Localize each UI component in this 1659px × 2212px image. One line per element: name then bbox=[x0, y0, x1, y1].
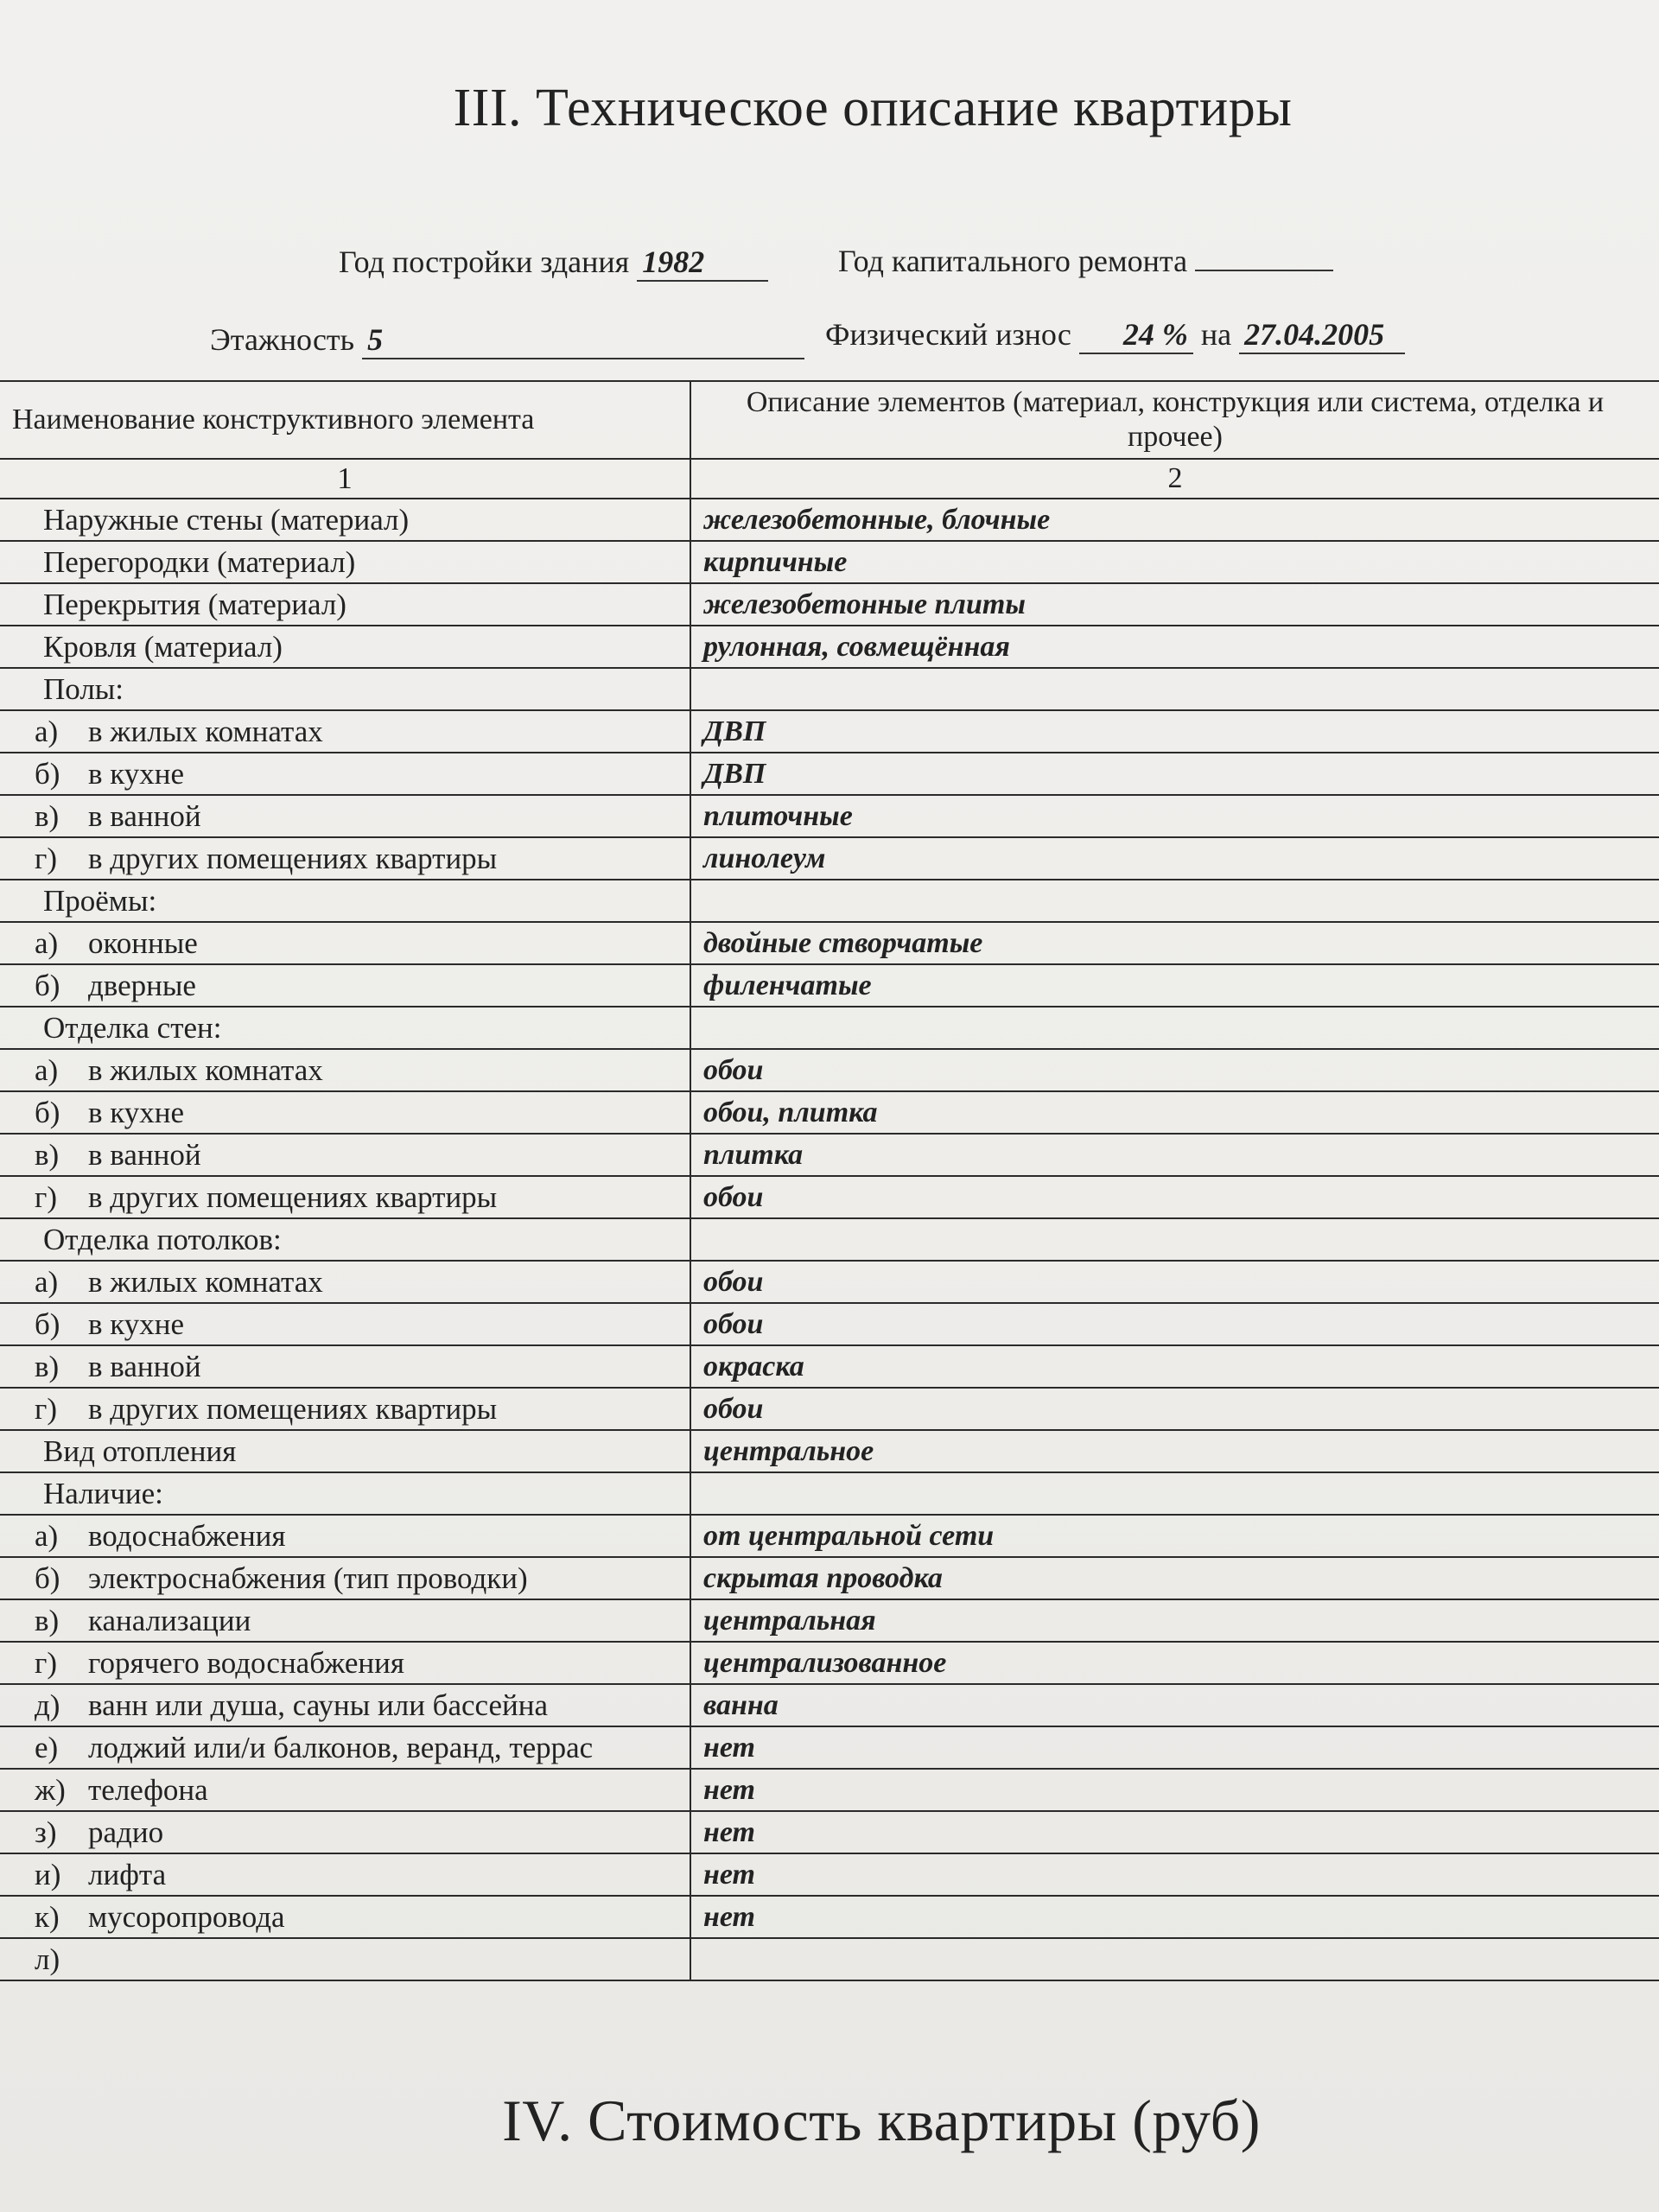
table-row bbox=[0, 1599, 1659, 1642]
element-description-cell: обои bbox=[690, 1261, 1659, 1303]
element-name-cell bbox=[0, 922, 690, 964]
element-name-cell bbox=[0, 668, 690, 710]
item-letter: б) bbox=[35, 756, 60, 791]
table-body bbox=[0, 381, 1659, 1980]
element-name-label: электроснабжения (тип проводки) bbox=[88, 1560, 528, 1595]
table-row bbox=[0, 1515, 1659, 1557]
element-name-cell bbox=[0, 541, 690, 583]
element-name-cell bbox=[0, 964, 690, 1007]
element-name-cell bbox=[0, 795, 690, 837]
element-name-label: Перекрытия (материал) bbox=[43, 587, 346, 621]
element-name-label: в жилых комнатах bbox=[88, 714, 323, 748]
element-description-cell bbox=[690, 880, 1659, 922]
element-description-cell: филенчатые bbox=[690, 964, 1659, 1007]
element-name-cell bbox=[0, 1515, 690, 1557]
element-name-label: в других помещениях квартиры bbox=[88, 1391, 498, 1426]
element-name-label: в жилых комнатах bbox=[88, 1052, 323, 1087]
table-row bbox=[0, 1472, 1659, 1515]
element-description-cell: двойные створчатые bbox=[690, 922, 1659, 964]
element-name-label: водоснабжения bbox=[88, 1518, 286, 1553]
element-name-cell bbox=[0, 1176, 690, 1218]
element-name-label: Отделка стен: bbox=[43, 1010, 222, 1045]
element-description-cell: нет bbox=[690, 1769, 1659, 1811]
element-name-cell bbox=[0, 1642, 690, 1684]
table-row bbox=[0, 1388, 1659, 1430]
element-name-cell bbox=[0, 583, 690, 626]
table-row bbox=[0, 922, 1659, 964]
table-row bbox=[0, 1261, 1659, 1303]
element-name-label: горячего водоснабжения bbox=[88, 1645, 404, 1680]
table-row bbox=[0, 795, 1659, 837]
item-letter: г) bbox=[35, 1645, 58, 1680]
element-name-label: канализации bbox=[88, 1603, 251, 1637]
element-name-cell bbox=[0, 1684, 690, 1726]
element-name-cell bbox=[0, 626, 690, 668]
element-description-cell: железобетонные, блочные bbox=[690, 499, 1659, 541]
item-letter: а) bbox=[35, 1518, 59, 1553]
element-description-cell bbox=[690, 668, 1659, 710]
element-name-label: в ванной bbox=[88, 1137, 201, 1172]
table-row bbox=[0, 1218, 1659, 1261]
element-name-cell bbox=[0, 753, 690, 795]
table-row bbox=[0, 1345, 1659, 1388]
element-name-cell bbox=[0, 1218, 690, 1261]
item-letter: б) bbox=[35, 1560, 60, 1595]
table-row bbox=[0, 1938, 1659, 1980]
element-name-label: Перегородки (материал) bbox=[43, 544, 356, 579]
element-name-label: мусоропровода bbox=[88, 1899, 285, 1934]
element-description-cell bbox=[690, 1472, 1659, 1515]
section-4-title: IV. Стоимость квартиры (руб) bbox=[502, 2088, 1261, 2153]
element-description-cell bbox=[690, 1007, 1659, 1049]
wear-on-label: на bbox=[1200, 317, 1232, 352]
element-name-label: в других помещениях квартиры bbox=[88, 841, 498, 875]
element-description-cell: нет bbox=[690, 1896, 1659, 1938]
repair-year-row bbox=[838, 238, 1333, 279]
table-row bbox=[0, 499, 1659, 541]
element-name-cell bbox=[0, 1599, 690, 1642]
element-name-label: Наличие: bbox=[43, 1476, 163, 1510]
floors-row bbox=[210, 321, 804, 359]
element-name-label: лифта bbox=[88, 1857, 167, 1891]
element-name-cell bbox=[0, 1811, 690, 1853]
table-row bbox=[0, 1134, 1659, 1176]
element-description-cell: обои, плитка bbox=[690, 1091, 1659, 1134]
table-header-row bbox=[0, 381, 1659, 459]
element-name-label: в жилых комнатах bbox=[88, 1264, 323, 1299]
section-3-title: III. Техническое описание квартиры bbox=[453, 79, 1293, 137]
element-description-cell: от центральной сети bbox=[690, 1515, 1659, 1557]
element-description-cell: нет bbox=[690, 1811, 1659, 1853]
table-row bbox=[0, 1684, 1659, 1726]
item-letter: б) bbox=[35, 968, 60, 1002]
table-row bbox=[0, 1091, 1659, 1134]
table-row bbox=[0, 541, 1659, 583]
table-row bbox=[0, 1853, 1659, 1896]
item-letter: а) bbox=[35, 1264, 59, 1299]
element-name-label: Проёмы: bbox=[43, 883, 157, 918]
element-name-label: в кухне bbox=[88, 1306, 185, 1341]
element-name-cell bbox=[0, 1938, 690, 1980]
element-name-cell bbox=[0, 710, 690, 753]
table-row bbox=[0, 1049, 1659, 1091]
table-row bbox=[0, 583, 1659, 626]
item-letter: б) bbox=[35, 1306, 60, 1341]
element-description-cell: кирпичные bbox=[690, 541, 1659, 583]
element-description-cell: плиточные bbox=[690, 795, 1659, 837]
col1-number: 1 bbox=[0, 459, 690, 499]
element-description-cell: скрытая проводка bbox=[690, 1557, 1659, 1599]
element-name-label: Вид отопления bbox=[43, 1433, 237, 1468]
table-row bbox=[0, 1176, 1659, 1218]
table-number-row bbox=[0, 459, 1659, 499]
header-col1: Наименование конструктивного элемента bbox=[0, 381, 690, 459]
element-name-label: в ванной bbox=[88, 1349, 201, 1383]
element-name-cell bbox=[0, 1557, 690, 1599]
element-name-cell bbox=[0, 1091, 690, 1134]
table-row bbox=[0, 668, 1659, 710]
item-letter: ж) bbox=[35, 1772, 66, 1807]
element-name-cell bbox=[0, 1134, 690, 1176]
element-name-label: радио bbox=[88, 1815, 164, 1849]
item-letter: а) bbox=[35, 714, 59, 748]
item-letter: и) bbox=[35, 1857, 61, 1891]
element-description-cell: обои bbox=[690, 1388, 1659, 1430]
repair-year-label: Год капитального ремонта bbox=[838, 244, 1188, 278]
table-row bbox=[0, 1430, 1659, 1472]
element-name-cell bbox=[0, 1472, 690, 1515]
table-row bbox=[0, 1642, 1659, 1684]
item-letter: б) bbox=[35, 1095, 60, 1129]
item-letter: л) bbox=[35, 1942, 60, 1976]
element-name-label: оконные bbox=[88, 925, 198, 960]
element-name-label: лоджий или/и балконов, веранд, террас bbox=[88, 1730, 594, 1764]
element-description-cell: ДВП bbox=[690, 710, 1659, 753]
build-year-row bbox=[339, 244, 768, 282]
element-name-cell bbox=[0, 1007, 690, 1049]
element-name-cell bbox=[0, 1261, 690, 1303]
item-letter: в) bbox=[35, 1137, 60, 1172]
element-name-cell bbox=[0, 880, 690, 922]
element-description-cell: обои bbox=[690, 1049, 1659, 1091]
table-row bbox=[0, 1811, 1659, 1853]
element-name-label: Наружные стены (материал) bbox=[43, 502, 410, 537]
item-letter: а) bbox=[35, 925, 59, 960]
col2-number: 2 bbox=[690, 459, 1659, 499]
element-name-cell bbox=[0, 1345, 690, 1388]
table-row bbox=[0, 1557, 1659, 1599]
table-row bbox=[0, 1007, 1659, 1049]
element-description-cell: рулонная, совмещённая bbox=[690, 626, 1659, 668]
table-row bbox=[0, 626, 1659, 668]
item-letter: г) bbox=[35, 841, 58, 875]
table-row bbox=[0, 1896, 1659, 1938]
element-description-cell bbox=[690, 1218, 1659, 1261]
floors-label: Этажность bbox=[210, 322, 355, 357]
item-letter: г) bbox=[35, 1391, 58, 1426]
element-name-cell bbox=[0, 1388, 690, 1430]
wear-label: Физический износ bbox=[825, 317, 1071, 352]
element-name-cell bbox=[0, 1769, 690, 1811]
wear-row bbox=[825, 316, 1405, 354]
table-row bbox=[0, 1303, 1659, 1345]
repair-year-value bbox=[1195, 238, 1333, 271]
item-letter: а) bbox=[35, 1052, 59, 1087]
table-row bbox=[0, 1726, 1659, 1769]
technical-description-table bbox=[0, 380, 1659, 1981]
item-letter: в) bbox=[35, 1603, 60, 1637]
element-name-cell bbox=[0, 1726, 690, 1769]
floors-value: 5 bbox=[362, 321, 804, 359]
element-name-cell bbox=[0, 1303, 690, 1345]
item-letter: е) bbox=[35, 1730, 59, 1764]
element-name-label: в кухне bbox=[88, 756, 185, 791]
element-name-label: дверные bbox=[88, 968, 196, 1002]
item-letter: в) bbox=[35, 1349, 60, 1383]
item-letter: д) bbox=[35, 1688, 60, 1722]
element-name-cell bbox=[0, 1896, 690, 1938]
element-description-cell: железобетонные плиты bbox=[690, 583, 1659, 626]
element-description-cell: центральная bbox=[690, 1599, 1659, 1642]
header-col2: Описание элементов (материал, конструкция или система, отделка и прочее) bbox=[690, 381, 1659, 459]
wear-value: 24 % bbox=[1079, 316, 1193, 354]
table-row bbox=[0, 837, 1659, 880]
item-letter: з) bbox=[35, 1815, 57, 1849]
element-name-label: в других помещениях квартиры bbox=[88, 1179, 498, 1214]
element-name-label: телефона bbox=[88, 1772, 208, 1807]
element-description-cell: центральное bbox=[690, 1430, 1659, 1472]
element-name-label: Отделка потолков: bbox=[43, 1222, 282, 1256]
element-name-cell bbox=[0, 499, 690, 541]
item-letter: в) bbox=[35, 798, 60, 833]
item-letter: к) bbox=[35, 1899, 60, 1934]
element-description-cell: нет bbox=[690, 1726, 1659, 1769]
table-row bbox=[0, 753, 1659, 795]
element-description-cell: линолеум bbox=[690, 837, 1659, 880]
table-row bbox=[0, 1769, 1659, 1811]
element-description-cell: ванна bbox=[690, 1684, 1659, 1726]
element-name-cell bbox=[0, 1049, 690, 1091]
element-description-cell: обои bbox=[690, 1303, 1659, 1345]
element-description-cell: нет bbox=[690, 1853, 1659, 1896]
element-description-cell: централизованное bbox=[690, 1642, 1659, 1684]
element-description-cell: окраска bbox=[690, 1345, 1659, 1388]
element-name-label: Полы: bbox=[43, 671, 124, 706]
element-name-cell bbox=[0, 1430, 690, 1472]
build-year-value: 1982 bbox=[637, 244, 768, 282]
element-description-cell bbox=[690, 1938, 1659, 1980]
table-row bbox=[0, 880, 1659, 922]
element-name-cell bbox=[0, 837, 690, 880]
element-name-label: Кровля (материал) bbox=[43, 629, 283, 664]
table-row bbox=[0, 710, 1659, 753]
wear-date-value: 27.04.2005 bbox=[1239, 316, 1405, 354]
element-name-label: в кухне bbox=[88, 1095, 185, 1129]
element-name-label: в ванной bbox=[88, 798, 201, 833]
element-description-cell: плитка bbox=[690, 1134, 1659, 1176]
table-row bbox=[0, 964, 1659, 1007]
element-description-cell: обои bbox=[690, 1176, 1659, 1218]
element-name-label: ванн или душа, сауны или бассейна bbox=[88, 1688, 549, 1722]
build-year-label: Год постройки здания bbox=[339, 245, 630, 279]
item-letter: г) bbox=[35, 1179, 58, 1214]
element-description-cell: ДВП bbox=[690, 753, 1659, 795]
element-name-cell bbox=[0, 1853, 690, 1896]
